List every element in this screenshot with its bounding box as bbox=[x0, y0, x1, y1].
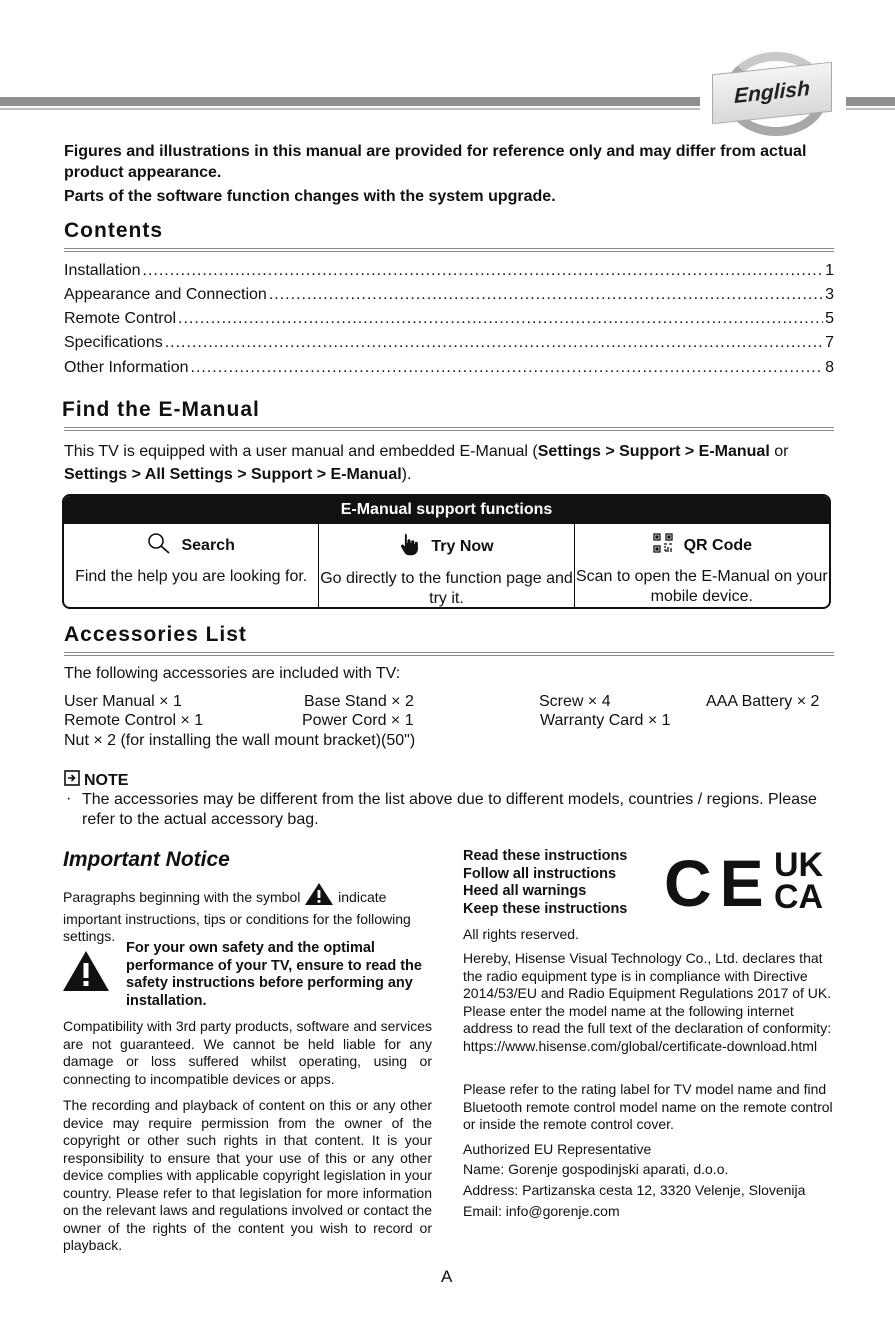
function-qr-code: QR Code Scan to open the E-Manual on your mobile device. bbox=[574, 524, 829, 609]
function-desc: Find the help you are looking for. bbox=[75, 568, 308, 585]
eu-rep-email: Email: info@gorenje.com bbox=[463, 1203, 620, 1219]
accessory-item: Remote Control × 1 bbox=[64, 712, 204, 729]
toc-item[interactable]: Specifications ..... 7 bbox=[64, 334, 834, 352]
note-bullet: · bbox=[66, 790, 72, 807]
safety-warning: For your own safety and the optimal performance of your TV, ensure to read the safety instructions before performing any installation. bbox=[126, 940, 422, 1009]
ce-mark: CE bbox=[664, 846, 772, 920]
intro-disclaimer: Figures and illustrations in this manual are provided for reference only and may differ from actual product appearance. bbox=[64, 143, 807, 181]
accessory-item: Screw × 4 bbox=[539, 693, 611, 710]
eu-rep-title: Authorized EU Representative bbox=[463, 1141, 652, 1157]
accessory-item: AAA Battery × 2 bbox=[706, 693, 820, 710]
emanual-rule bbox=[64, 427, 834, 431]
emanual-paragraph: This TV is equipped with a user manual and embedded E-Manual (Settings > Support > E-Manual or Settings > All Settings > Support > E-Manual). bbox=[64, 443, 789, 483]
accessory-item: User Manual × 1 bbox=[64, 693, 182, 710]
declaration-paragraph: Hereby, Hisense Visual Technology Co., Ltd. declares that the radio equipment type is in compliance with Directive 2014/53/EU and Radio Equipment Regulations 2017 of UK. Please enter the model name at the following internet address to read the full text of the declaration of conformity: https://www.hisense.com/global/certificate-download.html bbox=[463, 950, 832, 1054]
instructions-list: Read these instructions Follow all instructions Heed all warnings Keep these instructions bbox=[463, 848, 628, 917]
note-text: The accessories may be different from the list above due to different models, countries / regions. Please refer to the actual accessory bag. bbox=[82, 791, 817, 828]
note-icon bbox=[64, 770, 80, 791]
eu-rep-name: Name: Gorenje gospodinjski aparati, d.o.o. bbox=[463, 1161, 729, 1177]
rights-reserved: All rights reserved. bbox=[463, 926, 579, 942]
toc-item[interactable]: Appearance and Connection ..... 3 bbox=[64, 286, 834, 304]
accessories-rule bbox=[64, 652, 834, 656]
accessory-item: Base Stand × 2 bbox=[304, 693, 414, 710]
function-try-now: Try Now Go directly to the function page and try it. bbox=[318, 524, 573, 609]
header-band bbox=[0, 97, 700, 106]
ukca-mark: UK CA bbox=[774, 846, 824, 916]
toc-item[interactable]: Remote Control ..... 5 bbox=[64, 310, 834, 328]
header-band-right-line bbox=[846, 108, 895, 110]
function-desc: Go directly to the function page and try it. bbox=[320, 570, 573, 607]
accessory-item: Warranty Card × 1 bbox=[540, 712, 671, 729]
accessories-intro: The following accessories are included with TV: bbox=[64, 665, 401, 682]
emanual-box-title: E-Manual support functions bbox=[64, 496, 829, 524]
rating-paragraph: Please refer to the rating label for TV model name and find Bluetooth remote control model name on the remote control or inside the remote control cover. bbox=[463, 1081, 833, 1132]
function-desc: Scan to open the E-Manual on your mobile device. bbox=[575, 568, 828, 605]
emanual-title: Find the E-Manual bbox=[62, 398, 260, 421]
accessory-item: Power Cord × 1 bbox=[302, 712, 414, 729]
eu-rep-address: Address: Partizanska cesta 12, 3320 Velenje, Slovenija bbox=[463, 1182, 806, 1198]
warning-triangle-icon bbox=[62, 950, 110, 997]
contents-title: Contents bbox=[64, 219, 163, 242]
copyright-paragraph: The recording and playback of content on this or any other device may require permission from the owner of the copyright or other such rights in that content. It is your responsibility to ensure that your use of this or any other device complies with applicable copyright legislation in your country. Please refer to that legislation for more information on the relevant laws and regulations involved or contact the owner of the rights of the content you wish to record or playback. bbox=[63, 1097, 432, 1253]
function-search: Search Find the help you are looking for. bbox=[64, 524, 318, 609]
header-band-right bbox=[846, 97, 895, 106]
hand-pointer-icon bbox=[399, 532, 421, 562]
intro-upgrade-note: Parts of the software function changes with the system upgrade. bbox=[64, 188, 556, 205]
accessory-item: Nut × 2 (for installing the wall mount bracket)(50") bbox=[64, 732, 416, 749]
language-tab: English bbox=[712, 62, 832, 125]
emanual-functions-box bbox=[62, 494, 831, 609]
compatibility-paragraph: Compatibility with 3rd party products, software and services are not guaranteed. We cannot be held liable for any damage or loss suffered whilst operating, using or connecting to incompatible devices or apps. bbox=[63, 1018, 432, 1087]
accessories-title: Accessories List bbox=[64, 623, 247, 646]
contents-rule bbox=[64, 248, 834, 252]
qr-code-icon bbox=[652, 532, 674, 560]
page-number: A bbox=[441, 1267, 453, 1286]
toc-item[interactable]: Installation ..... 1 bbox=[64, 262, 834, 280]
toc-item[interactable]: Other Information ..... 8 bbox=[64, 359, 834, 377]
header-band-line bbox=[0, 108, 700, 110]
note-heading: NOTE bbox=[64, 770, 128, 791]
warning-triangle-icon bbox=[304, 882, 334, 911]
notice-symbol-paragraph: Paragraphs beginning with the symbol indicate important instructions, tips or conditions for the following settings. bbox=[63, 882, 435, 946]
search-icon bbox=[147, 532, 171, 560]
notice-title: Important Notice bbox=[63, 848, 230, 871]
